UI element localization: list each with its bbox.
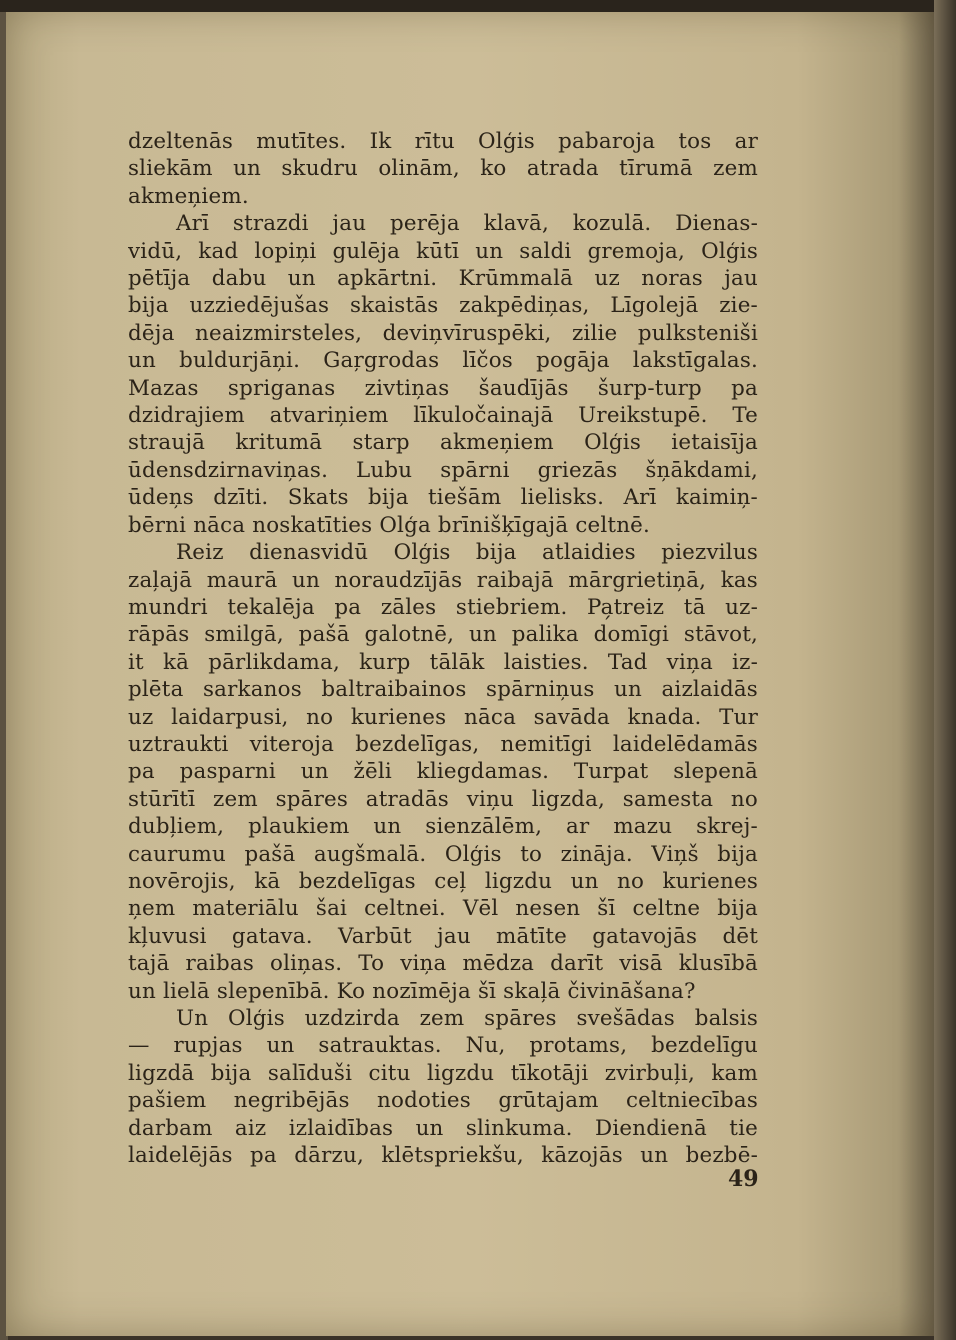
page-number: 49 — [728, 1166, 759, 1192]
paragraph-3 — [128, 539, 758, 1005]
text-line: uz laidarpusi, no kurienes nāca savāda knada. Tur — [128, 704, 758, 730]
text-line: akmeņiem. — [128, 183, 249, 209]
text-line: laidelējās pa dārzu, klētspriekšu, kāzojās un bezbē- — [128, 1143, 758, 1169]
text-line: pašiem negribējās nodoties grūtajam celtniecības — [128, 1088, 758, 1114]
text-line: ligzdā bija salīduši citu ligzdu tīkotāji zvirbuļi, kam — [128, 1060, 758, 1086]
text-line: ūdeņs dzīti. Skats bija tiešām lielisks. Arī kaimiņ- — [128, 485, 758, 511]
text-line: Reiz dienasvidū Olģis bija atlaidies piezvilus — [176, 540, 758, 566]
text-line: Arī strazdi jau perēja klavā, kozulā. Dienas- — [176, 211, 758, 237]
text-line: ņem materiālu šai celtnei. Vēl nesen šī celtne bija — [128, 896, 758, 922]
text-line: mundri tekalēja pa zāles stiebriem. Pa̗treiz tā uz- — [128, 594, 758, 620]
text-line: straujā kritumā starp akmeņiem Olģis ietaisīja — [128, 430, 758, 456]
text-line: un lielā slepenībā. Ko nozīmēja šī skaļā čivināšana? — [128, 978, 696, 1004]
text-line: stūrītī zem spāres atradās viņu ligzda, samesta no — [128, 786, 758, 812]
text-line: bija uzziedējušas skaistās zakpēdiņas, Līgolejā zie- — [128, 293, 758, 319]
text-line: pētīja dabu un apkārtni. Krūmmalā uz noras jau — [128, 266, 758, 292]
book-page-edge-right — [934, 0, 956, 1340]
text-line: Un Olģis uzdzirda zem spāres svešādas balsis — [176, 1006, 758, 1031]
text-line: dzeltenās mutītes. Ik rītu Olģis pabaroja tos ar — [128, 129, 758, 154]
text-line: plēta sarkanos baltraibainos spārniņus un aizlaidās — [128, 677, 758, 703]
text-line: kļuvusi gatava. Varbūt jau mātīte gatavojās dēt — [128, 923, 758, 949]
text-line: caurumu pašā augšmalā. Olģis to zināja. Viņš bija — [128, 841, 758, 867]
text-line: un buldurjāņi. Gaŗgrodas līčos pogāja lakstīgalas. — [128, 348, 758, 374]
text-line: Mazas spriganas zivtiņas šaudījās šurp-turp pa — [128, 375, 758, 401]
paragraph-2 — [128, 210, 758, 539]
text-line: pa pasparni un žēli kliegdamas. Turpat slepenā — [128, 759, 758, 785]
text-line: bērni nāca noskatīties Olģa brīnišķīgajā celtnē. — [128, 512, 651, 538]
page-text — [128, 128, 758, 1169]
paragraph-4 — [128, 1005, 758, 1169]
text-line: — rupjas un satrauktas. Nu, protams, bezdelīgu — [128, 1033, 758, 1059]
text-line: dzidrajiem atvariņiem līkuločainajā Ureikstupē. Te — [128, 403, 758, 429]
text-line: vidū, kad lopiņi gulēja kūtī un saldi gremoja, Olģis — [128, 238, 758, 264]
text-line: rāpās smilgā, pašā galotnē, un palika domīgi stāvot, — [128, 622, 758, 648]
paragraph-1 — [128, 128, 758, 210]
text-line: ūdensdzirnaviņas. Lubu spārni griezās šņākdami, — [128, 457, 758, 483]
text-line: darbam aiz izlaidības un slinkuma. Diendienā tie — [128, 1115, 758, 1141]
text-line: sliekām un skudru olinām, ko atrada tīrumā zem — [128, 156, 758, 182]
text-line: novērojis, kā bezdelīgas ceļ ligzdu un no kurienes — [128, 868, 758, 894]
text-line: zaļajā maurā un noraudzījās raibajā mārgrietiņā, kas — [128, 567, 758, 593]
text-line: dēja neaizmirsteles, deviņvīruspēki, zilie pulksteniši — [128, 320, 758, 346]
text-line: tajā raibas oliņas. To viņa mēdza darīt visā klusībā — [128, 951, 758, 977]
book-top-edge — [0, 0, 956, 12]
text-line: it kā pārlikdama, kurp tālāk laisties. Tad viņa iz- — [128, 649, 758, 675]
text-line: uztraukti viteroja bezdelīgas, nemitīgi laidelēdamās — [128, 731, 758, 757]
text-line: dubļiem, plaukiem un sienzālēm, ar mazu skrej- — [128, 814, 758, 840]
